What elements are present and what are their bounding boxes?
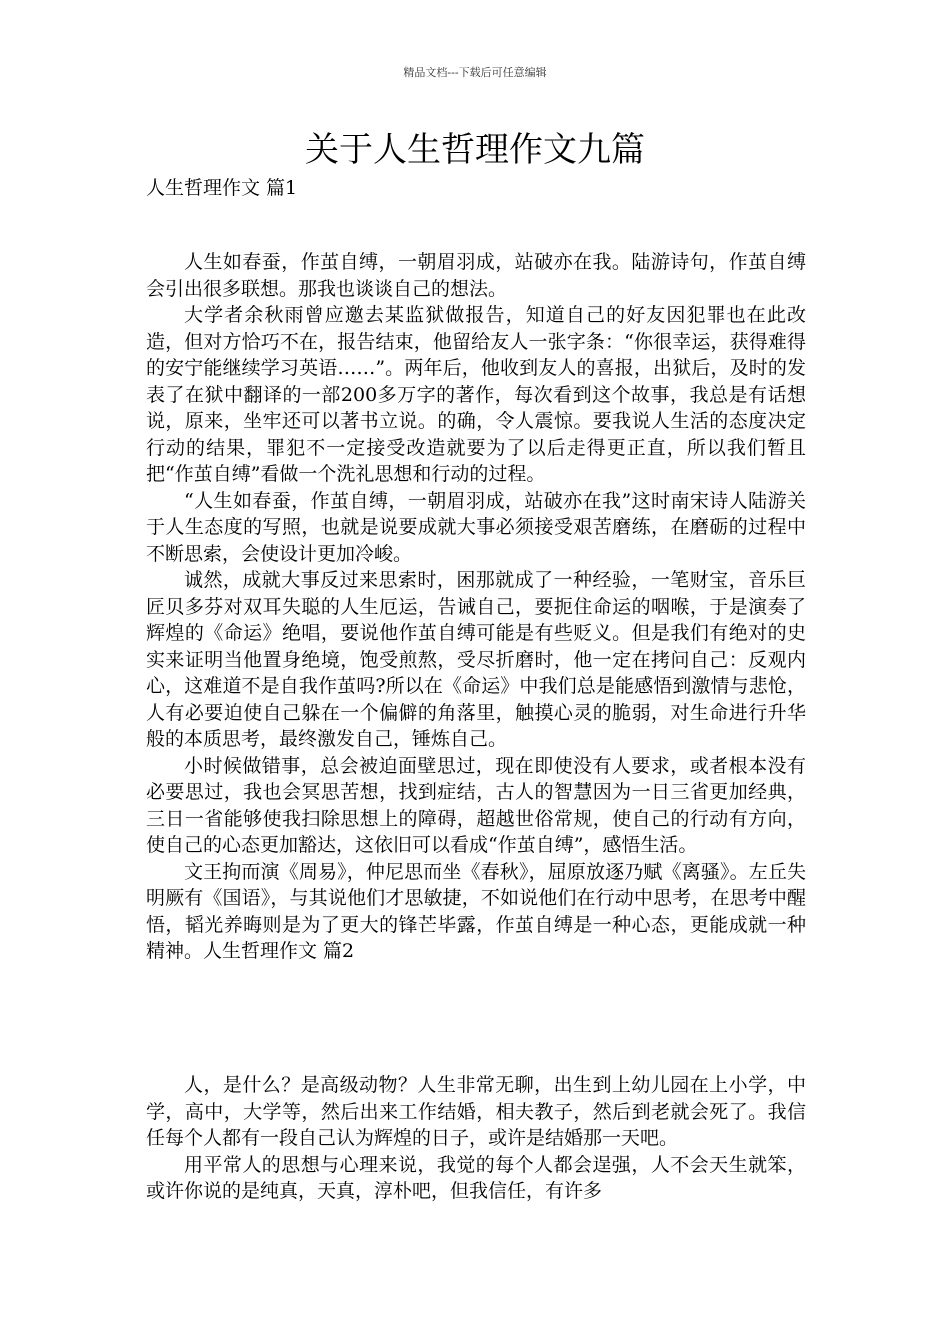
document-title: 关于人生哲理作文九篇 bbox=[305, 130, 645, 170]
paragraph: 大学者余秋雨曾应邀去某监狱做报告，知道自己的好友因犯罪也在此改造，但对方恰巧不在，报告结束，他留给友人一张字条：“你很幸运，获得难得的安宁能继续学习英语……”。两年后，他收到友人的喜报，出狱后，及时的发表了在狱中翻译的一部200多万字的著作，每次看到这个故事，我总是有话想说，原来，坐牢还可以著书立说。的确，令人震惊。要我说人生活的态度决定行动的结果，罪犯不一定接受改造就要为了以后走得更正直，所以我们暂且把“作茧自缚”看做一个洗礼思想和行动的过程。 bbox=[146, 304, 806, 485]
paragraph: “人生如春蚕，作茧自缚，一朝眉羽成，站破亦在我”这时南宋诗人陆游关于人生态度的写照，也就是说要成就大事必须接受艰苦磨练，在磨砺的过程中不断思索，会使设计更加冷峻。 bbox=[146, 489, 806, 565]
paragraph: 用平常人的思想与心理来说，我觉的每个人都会逞强，人不会天生就笨，或许你说的是纯真，天真，淳朴吧，但我信任，有许多 bbox=[146, 1153, 806, 1202]
section-2-body bbox=[146, 1072, 806, 1205]
paragraph: 人，是什么？是高级动物？人生非常无聊，出生到上幼儿园在上小学，中学，高中，大学等，然后出来工作结婚，相夫教子，然后到老就会死了。我信任每个人都有一段自己认为辉煌的日子，或许是结婚那一天吧。 bbox=[146, 1074, 806, 1149]
paragraph: 人生如春蚕，作茧自缚，一朝眉羽成，站破亦在我。陆游诗句，作茧自缚会引出很多联想。那我也谈谈自己的想法。 bbox=[146, 251, 806, 300]
document-header-note: 精品文档---下载后可任意编辑 bbox=[403, 66, 547, 79]
paragraph: 诚然，成就大事反过来思索时，困那就成了一种经验，一笔财宝，音乐巨匠贝多芬对双耳失聪的人生厄运，告诫自己，要扼住命运的咽喉，于是演奏了辉煌的《命运》绝唱，要说他作茧自缚可能是有些贬义。但是我们有绝对的史实来证明当他置身绝境，饱受煎熬，受尽折磨时，他一定在拷问自己：反观内心，这难道不是自我作茧吗?所以在《命运》中我们总是能感悟到激情与悲怆，人有必要迫使自己躲在一个偏僻的角落里，触摸心灵的脆弱，对生命进行升华般的本质思考，最终激发自己，锤炼自己。 bbox=[146, 569, 806, 750]
section-1-heading: 人生哲理作文 篇1 bbox=[146, 177, 298, 199]
paragraph: 文王拘而演《周易》，仲尼思而坐《春秋》，屈原放逐乃赋《离骚》。左丘失明厥有《国语》，与其说他们才思敏捷，不如说他们在行动中思考，在思考中醒悟，韬光养晦则是为了更大的锋芒毕露，作茧自缚是一种心态，更能成就一种精神。人生哲理作文 篇2 bbox=[146, 860, 806, 962]
paragraph: 小时候做错事，总会被迫面壁思过，现在即使没有人要求，或者根本没有必要思过，我也会冥思苦想，找到症结，古人的智慧因为一日三省更加经典，三日一省能够使我扫除思想上的障碍，超越世俗常规，使自己的行动有方向，使自己的心态更加豁达，这依旧可以看成“作茧自缚”，感悟生活。 bbox=[146, 754, 806, 856]
section-1-body bbox=[146, 249, 806, 965]
